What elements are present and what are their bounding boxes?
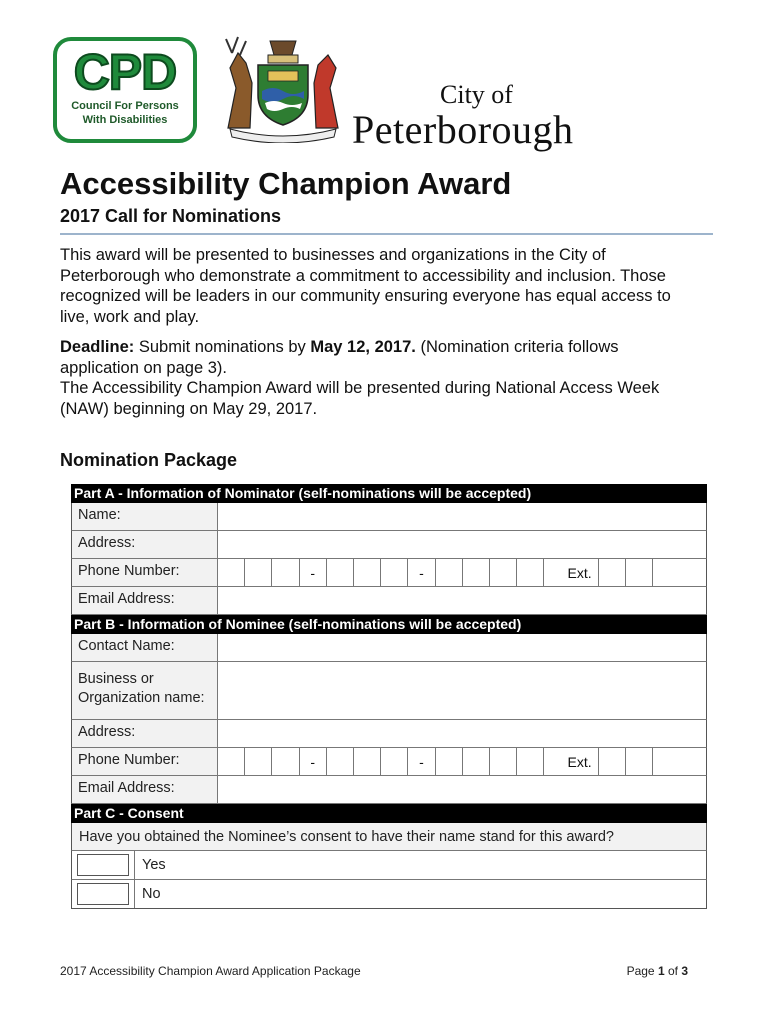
nominee-email-row bbox=[71, 776, 707, 804]
nominee-phone-field[interactable] bbox=[218, 748, 706, 775]
deadline-date: May 12, 2017. bbox=[310, 338, 416, 356]
consent-no-checkbox[interactable] bbox=[77, 883, 129, 905]
city-crest-icon bbox=[218, 33, 348, 143]
phone-digit-box[interactable] bbox=[463, 559, 490, 586]
page-of: of bbox=[664, 964, 682, 978]
footer-page-number bbox=[627, 964, 688, 978]
nominator-email-label: Email Address: bbox=[72, 587, 218, 614]
city-name-text: Peterborough bbox=[352, 107, 574, 152]
phone-digit-box[interactable] bbox=[327, 748, 354, 775]
phone-digit-box[interactable] bbox=[272, 748, 299, 775]
phone-digit-box[interactable] bbox=[463, 748, 490, 775]
nominator-phone-label: Phone Number: bbox=[72, 559, 218, 586]
nominator-name-field[interactable] bbox=[218, 503, 706, 530]
document-title: Accessibility Champion Award bbox=[60, 166, 512, 201]
document-subtitle: 2017 Call for Nominations bbox=[60, 206, 282, 226]
phone-digit-box[interactable] bbox=[436, 748, 463, 775]
nominator-phone-field[interactable] bbox=[218, 559, 706, 586]
nominee-business-label bbox=[72, 662, 218, 719]
nominee-contact-label: Contact Name: bbox=[72, 634, 218, 661]
nominator-address-label: Address: bbox=[72, 531, 218, 558]
phone-digit-box[interactable] bbox=[245, 748, 272, 775]
nominee-phone-label: Phone Number: bbox=[72, 748, 218, 775]
phone-digit-box[interactable] bbox=[245, 559, 272, 586]
phone-digit-box[interactable] bbox=[354, 748, 381, 775]
nominee-address-row bbox=[71, 720, 707, 748]
deadline-text-2: (Nomination criteria follows application on page 3). bbox=[60, 338, 619, 377]
nominee-contact-field[interactable] bbox=[218, 634, 706, 661]
part-b-header: Part B - Information of Nominee (self-nominations will be accepted) bbox=[71, 615, 707, 634]
consent-no-row bbox=[71, 880, 707, 909]
deadline-text-1: Submit nominations by bbox=[134, 338, 311, 356]
title-divider bbox=[60, 233, 713, 235]
nominator-address-field[interactable] bbox=[218, 531, 706, 558]
phone-ext-label: Ext. bbox=[544, 748, 598, 775]
phone-digit-box[interactable] bbox=[490, 559, 517, 586]
consent-yes-row bbox=[71, 851, 707, 880]
phone-digit-box[interactable] bbox=[436, 559, 463, 586]
cpd-logo-line-2: With Disabilities bbox=[82, 114, 168, 126]
consent-yes-label: Yes bbox=[142, 857, 166, 873]
phone-ext-label: Ext. bbox=[544, 559, 598, 586]
phone-ext-box[interactable] bbox=[653, 748, 706, 775]
nominator-name-label: Name: bbox=[72, 503, 218, 530]
phone-separator: - bbox=[300, 748, 327, 775]
phone-digit-box[interactable] bbox=[381, 559, 408, 586]
cpd-logo-letters: CPD bbox=[73, 44, 177, 100]
cpd-logo-line-1: Council For Persons bbox=[71, 100, 179, 112]
consent-no-cell bbox=[72, 880, 135, 908]
phone-digit-box[interactable] bbox=[517, 559, 544, 586]
nominator-email-row bbox=[71, 587, 707, 615]
phone-digit-box[interactable] bbox=[218, 748, 245, 775]
consent-yes-cell bbox=[72, 851, 135, 879]
nominee-business-field[interactable] bbox=[218, 662, 706, 719]
page-prefix: Page bbox=[626, 964, 658, 978]
consent-yes-checkbox[interactable] bbox=[77, 854, 129, 876]
phone-digit-box[interactable] bbox=[517, 748, 544, 775]
phone-digit-box[interactable] bbox=[218, 559, 245, 586]
footer-document-name: 2017 Accessibility Champion Award Application Package bbox=[60, 964, 361, 978]
phone-digit-box[interactable] bbox=[327, 559, 354, 586]
nominee-phone-row bbox=[71, 748, 707, 776]
nominee-address-label: Address: bbox=[72, 720, 218, 747]
nominee-business-label-line-1: Business or bbox=[78, 670, 154, 687]
consent-question: Have you obtained the Nominee’s consent to have their name stand for this award? bbox=[71, 823, 707, 851]
phone-ext-box[interactable] bbox=[653, 559, 706, 586]
part-c-header: Part C - Consent bbox=[71, 804, 707, 823]
presentation-paragraph: The Accessibility Champion Award will be presented during National Access Week (NAW) beginning on May 29, 2017. bbox=[60, 379, 660, 418]
phone-separator: - bbox=[408, 748, 435, 775]
phone-ext-box[interactable] bbox=[626, 559, 653, 586]
cpd-logo-caption bbox=[57, 99, 193, 127]
deadline-label: Deadline: bbox=[60, 338, 135, 356]
nominee-contact-row bbox=[71, 634, 707, 662]
nomination-package-heading: Nomination Package bbox=[60, 450, 238, 470]
consent-no-label: No bbox=[142, 886, 161, 902]
nominee-business-row bbox=[71, 662, 707, 720]
page-total: 3 bbox=[681, 964, 688, 978]
phone-ext-box[interactable] bbox=[626, 748, 653, 775]
phone-digit-box[interactable] bbox=[381, 748, 408, 775]
nominee-email-label: Email Address: bbox=[72, 776, 218, 803]
nominator-email-field[interactable] bbox=[218, 587, 706, 614]
cpd-logo bbox=[53, 37, 197, 143]
nominator-name-row bbox=[71, 503, 707, 531]
nominee-business-label-line-2: Organization name: bbox=[78, 689, 205, 706]
phone-digit-box[interactable] bbox=[272, 559, 299, 586]
phone-ext-box[interactable] bbox=[599, 559, 626, 586]
nomination-form bbox=[71, 484, 707, 909]
phone-ext-box[interactable] bbox=[599, 748, 626, 775]
phone-separator: - bbox=[408, 559, 435, 586]
phone-digit-box[interactable] bbox=[354, 559, 381, 586]
part-a-header: Part A - Information of Nominator (self-nominations will be accepted) bbox=[71, 484, 707, 503]
city-of-text: City of bbox=[440, 80, 513, 109]
nominee-address-field[interactable] bbox=[218, 720, 706, 747]
phone-digit-box[interactable] bbox=[490, 748, 517, 775]
deadline-paragraph bbox=[60, 337, 700, 378]
page-current: 1 bbox=[657, 964, 665, 978]
phone-separator: - bbox=[300, 559, 327, 586]
nominee-email-field[interactable] bbox=[218, 776, 706, 803]
intro-paragraph: This award will be presented to businesses and organizations in the City of Peterborough who demonstrate a commitment to accessibility and inclusion. Those recognized will be leaders in our community ensuring everyone has equal access to live, work and play. bbox=[60, 246, 671, 326]
nominator-phone-row bbox=[71, 559, 707, 587]
nominator-address-row bbox=[71, 531, 707, 559]
